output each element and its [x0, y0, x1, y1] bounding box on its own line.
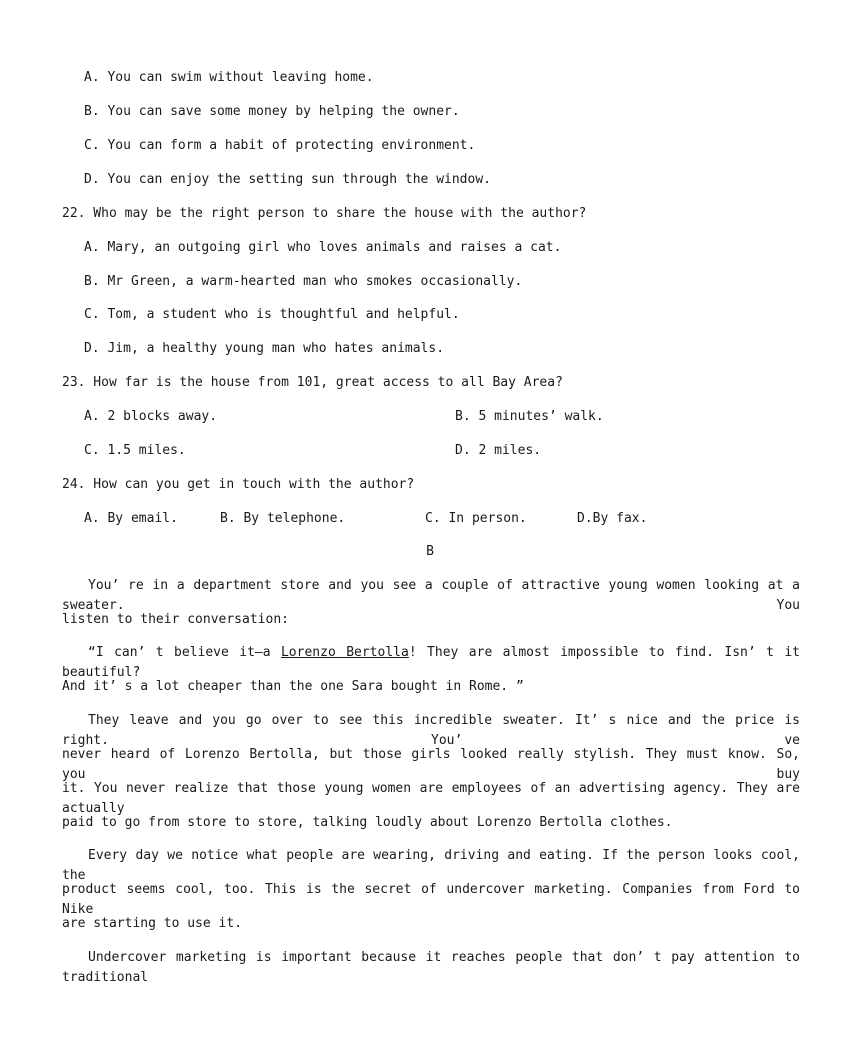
passage-line: never heard of Lorenzo Bertolla, but those girls looked really stylish. They must know. So, you buy	[62, 747, 800, 782]
q21-option-c: C. You can form a habit of protecting environment.	[84, 138, 476, 153]
passage-line: listen to their conversation:	[62, 612, 289, 627]
quote-rest: ! They are almost impossible to find. Isn’ t it beautiful?	[62, 645, 800, 680]
q21-option-b: B. You can save some money by helping the owner.	[84, 104, 460, 119]
q24-question: 24. How can you get in touch with the author?	[62, 477, 415, 492]
q23-option-c: C. 1.5 miles.	[84, 443, 186, 458]
q22-option-b: B. Mr Green, a warm-hearted man who smokes occasionally.	[84, 274, 523, 289]
q23-option-d: D. 2 miles.	[455, 443, 542, 458]
q22-option-c: C. Tom, a student who is thoughtful and helpful.	[84, 307, 460, 322]
passage-line: They leave and you go over to see this incredible sweater. It’ s nice and the price is right. You’ ve	[62, 713, 800, 748]
q21-option-d: D. You can enjoy the setting sun through the window.	[84, 172, 491, 187]
passage-line: are starting to use it.	[62, 916, 243, 931]
passage-line-quote	[62, 643, 800, 680]
passage-line: And it’ s a lot cheaper than the one Sara bought in Rome. ”	[62, 679, 524, 694]
passage-line: product seems cool, too. This is the secret of undercover marketing. Companies from Ford to Nike	[62, 882, 800, 917]
q24-option-c: C. In person.	[425, 511, 527, 526]
q22-option-a: A. Mary, an outgoing girl who loves animals and raises a cat.	[84, 240, 562, 255]
q23-question: 23. How far is the house from 101, great access to all Bay Area?	[62, 375, 563, 390]
q24-option-a: A. By email.	[84, 511, 178, 526]
q22-question: 22. Who may be the right person to share the house with the author?	[62, 206, 587, 221]
passage-line: it. You never realize that those young women are employees of an advertising agency. They are actually	[62, 781, 800, 816]
q23-option-a: A. 2 blocks away.	[84, 409, 218, 424]
passage-line: Undercover marketing is important because it reaches people that don’ t pay attention to traditional	[62, 950, 800, 985]
section-heading: B	[426, 544, 434, 559]
q23-option-b: B. 5 minutes’ walk.	[455, 409, 604, 424]
brand-name-underlined: Lorenzo Bertolla	[280, 645, 409, 660]
passage-line: paid to go from store to store, talking loudly about Lorenzo Bertolla clothes.	[62, 815, 673, 830]
q24-option-d: D.By fax.	[577, 511, 648, 526]
q24-option-b: B. By telephone.	[220, 511, 346, 526]
q21-option-a: A. You can swim without leaving home.	[84, 70, 374, 85]
passage-line: Every day we notice what people are wearing, driving and eating. If the person looks cool, the	[62, 848, 800, 883]
q22-option-d: D. Jim, a healthy young man who hates animals.	[84, 341, 445, 356]
quote-start: “I can’ t believe it—a	[88, 645, 281, 660]
passage-line: You’ re in a department store and you see a couple of attractive young women looking at a sweater. You	[62, 578, 800, 613]
